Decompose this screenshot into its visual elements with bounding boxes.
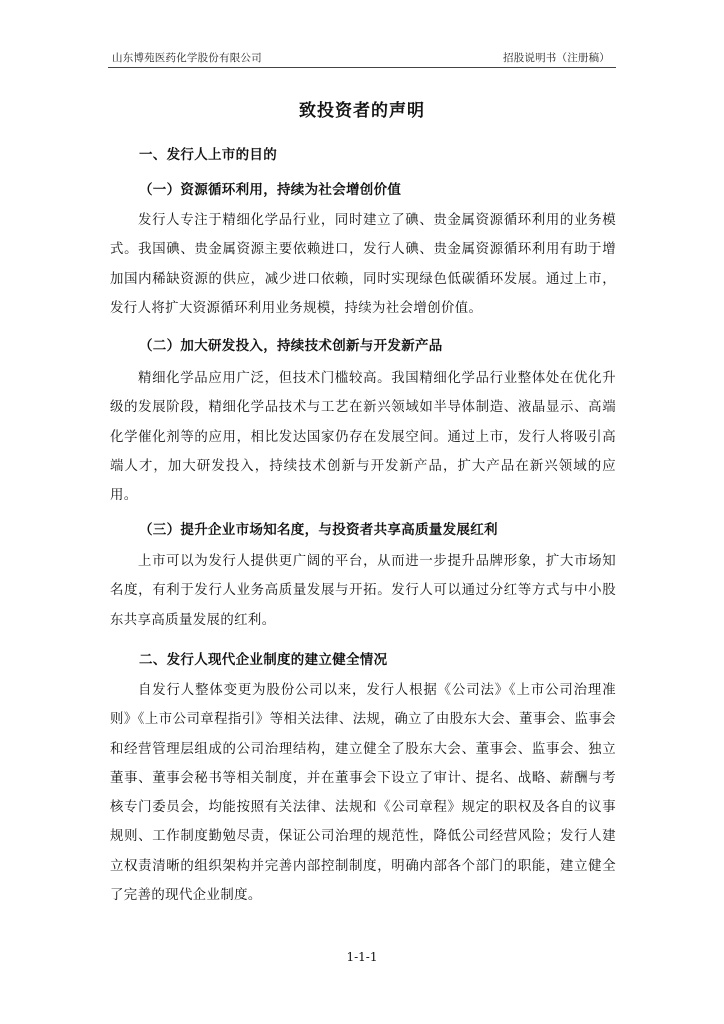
paragraph-resource-recycling: 发行人专注于精细化学品行业，同时建立了碘、贵金属资源循环利用的业务模式。我国碘、贵金属资源主要依赖进口，发行人碘、贵金属资源循环利用有助于增加国内稀缺资源的供应，减少进口依赖，同时实现绿色低碳循环发展。通过上市，发行人将扩大资源循环利用业务规模，持续为社会增创价值。 [110, 213, 616, 316]
header-company-name: 山东博苑医药化学股份有限公司 [112, 52, 262, 64]
subsection-heading-resource-recycling: （一）资源循环利用，持续为社会增创价值 [139, 182, 402, 198]
section-heading-governance: 二、发行人现代企业制度的建立健全情况 [139, 652, 388, 668]
subsection-heading-rnd: （二）加大研发投入，持续技术创新与开发新产品 [139, 338, 443, 354]
paragraph-rnd: 精细化学品应用广泛，但技术门槛较高。我国精细化学品行业整体处在优化升级的发展阶段，精细化学品技术与工艺在新兴领域如半导体制造、液晶显示、高端化学催化剂等的应用，相比发达国家仍存在发展空间。通过上市，发行人将吸引高端人才，加大研发投入，持续技术创新与开发新产品，扩大产品在新兴领域的应用。 [110, 371, 616, 504]
subsection-heading-market-reputation: （三）提升企业市场知名度，与投资者共享高质量发展红利 [139, 522, 498, 538]
section-heading-purpose: 一、发行人上市的目的 [139, 147, 277, 163]
header-document-type: 招股说明书（注册稿） [503, 52, 610, 64]
page-header [108, 50, 616, 66]
header-divider [108, 67, 616, 68]
page-title: 致投资者的声明 [299, 101, 425, 121]
paragraph-market-reputation: 上市可以为发行人提供更广阔的平台，从而进一步提升品牌形象，扩大市场知名度，有利于发行人业务高质量发展与开拓。发行人可以通过分红等方式与中小股东共享高质量发展的红利。 [110, 554, 616, 628]
page-number: 1-1-1 [346, 950, 378, 964]
paragraph-governance: 自发行人整体变更为股份公司以来，发行人根据《公司法》《上市公司治理准则》《上市公司章程指引》等相关法律、法规，确立了由股东大会、董事会、监事会和经营管理层组成的公司治理结构，建立健全了股东大会、董事会、监事会、独立董事、董事会秘书等相关制度，并在董事会下设立了审计、提名、战略、薪酬与考核专门委员会，均能按照有关法律、法规和《公司章程》规定的职权及各自的议事规则、工作制度勤勉尽责，保证公司治理的规范性，降低公司经营风险；发行人建立权责清晰的组织架构并完善内部控制制度，明确内部各个部门的职能，建立健全了完善的现代企业制度。 [110, 683, 616, 904]
